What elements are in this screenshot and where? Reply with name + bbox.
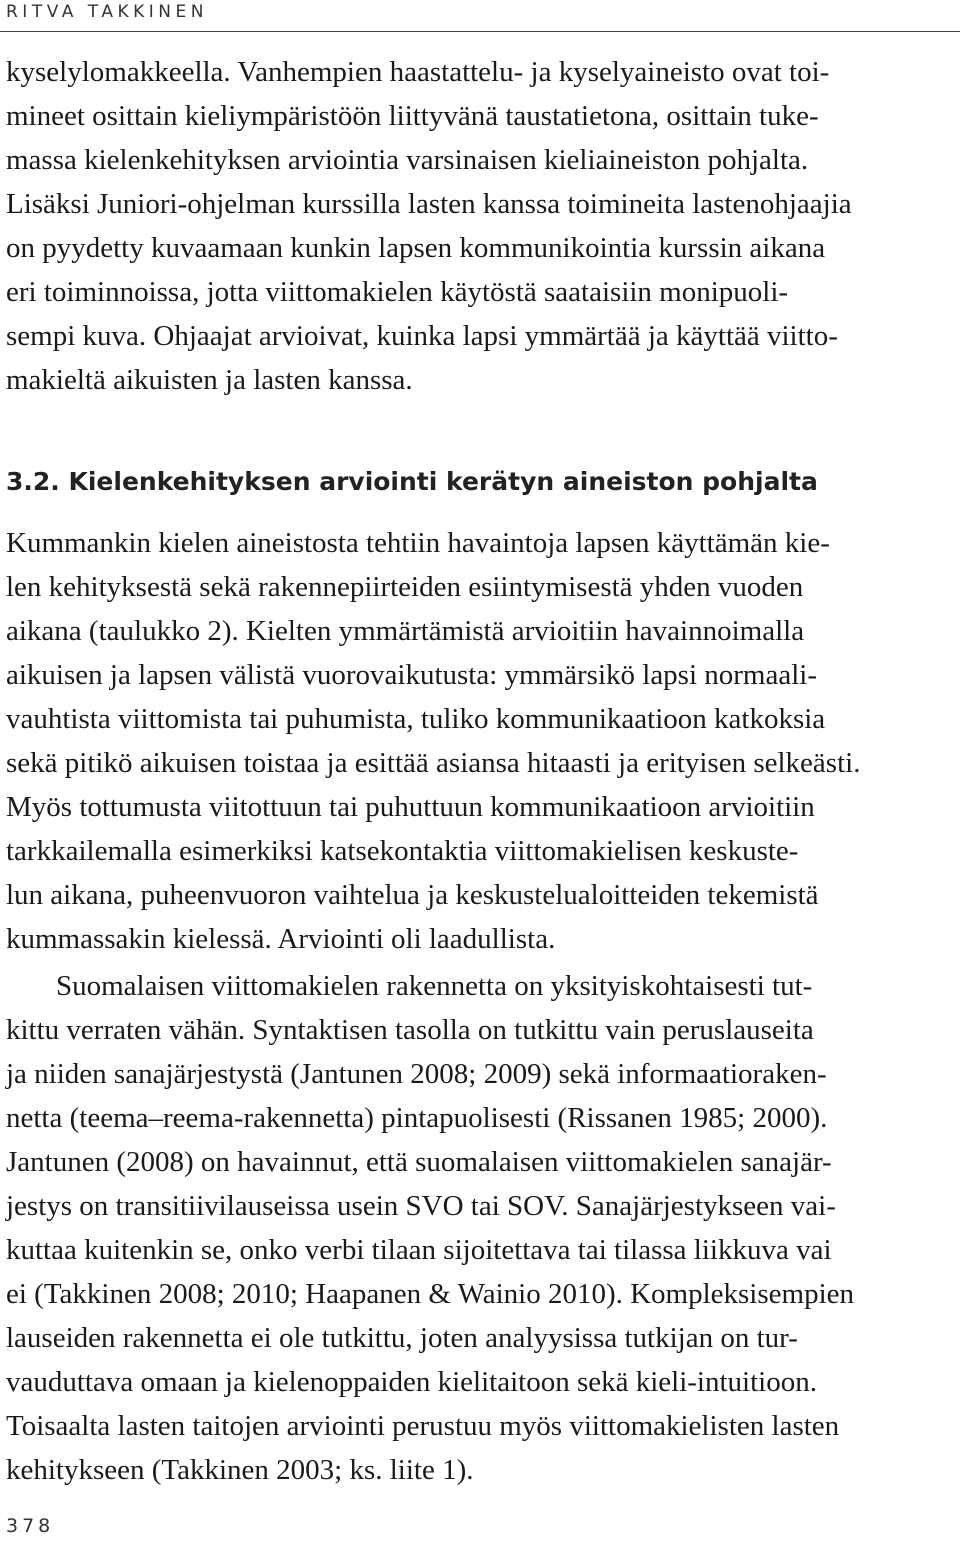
text-line: kyselylomakkeella. Vanhempien haastattelu- ja kyselyaineisto ovat toi- — [6, 56, 830, 88]
text-line: makieltä aikuisten ja lasten kanssa. — [6, 364, 413, 396]
text-line: massa kielenkehityksen arviointia varsinaisen kieliaineiston pohjalta. — [6, 144, 809, 176]
text-line: len kehityksestä sekä rakennepiirteiden esiintymisestä yhden vuoden — [6, 571, 804, 603]
text-line: eri toiminnoissa, jotta viittomakielen käytöstä saataisiin monipuoli- — [6, 276, 789, 308]
text-line: ei (Takkinen 2008; 2010; Haapanen & Wainio 2010). Kompleksisempien — [6, 1278, 855, 1310]
text-line: Myös tottumusta viitottuun tai puhuttuun kommunikaatioon arvioitiin — [6, 791, 815, 823]
text-line: kehitykseen (Takkinen 2003; ks. liite 1). — [6, 1454, 474, 1486]
text-line: Toisaalta lasten taitojen arviointi perustuu myös viittomakielisten lasten — [6, 1410, 840, 1442]
text-line: lun aikana, puheenvuoron vaihtelua ja keskustelualoitteiden tekemistä — [6, 879, 819, 911]
section-heading: 3.2. Kielenkehityksen arviointi kerätyn aineiston pohjalta — [6, 467, 818, 496]
text-line: aikana (taulukko 2). Kielten ymmärtämistä arvioitiin havainnoimalla — [6, 615, 805, 647]
text-line: kummassakin kielessä. Arviointi oli laadullista. — [6, 923, 556, 955]
text-line: lauseiden rakennetta ei ole tutkittu, joten analyysissa tutkijan on tur- — [6, 1322, 798, 1354]
paragraph-3 — [6, 964, 956, 1492]
text-line: Lisäksi Juniori-ohjelman kurssilla lasten kanssa toimineita lastenohjaajia — [6, 188, 852, 220]
text-line: vauduttava omaan ja kielenoppaiden kielitaitoon sekä kieli-intuitioon. — [6, 1366, 817, 1398]
text-line: mineet osittain kieliympäristöön liittyvänä taustatietona, osittain tuke- — [6, 100, 819, 132]
paragraph-1 — [6, 50, 956, 402]
text-line: on pyydetty kuvaamaan kunkin lapsen kommunikointia kurssin aikana — [6, 232, 826, 264]
paragraph-2 — [6, 521, 956, 961]
text-line: Jantunen (2008) on havainnut, että suomalaisen viittomakielen sanajär- — [6, 1146, 832, 1178]
text-line: aikuisen ja lapsen välistä vuorovaikutusta: ymmärsikö lapsi normaali- — [6, 659, 818, 691]
running-head: RITVA TAKKINEN — [6, 2, 208, 22]
text-line: sempi kuva. Ohjaajat arvioivat, kuinka lapsi ymmärtää ja käyttää viitto- — [6, 320, 838, 352]
text-line: Suomalaisen viittomakielen rakennetta on yksityiskohtaisesti tut- — [56, 970, 813, 1002]
text-line: jestys on transitiivilauseissa usein SVO tai SOV. Sanajärjestykseen vai- — [6, 1190, 836, 1222]
text-line: ja niiden sanajärjestystä (Jantunen 2008; 2009) sekä informaatioraken- — [6, 1058, 827, 1090]
page-number: 378 — [6, 1515, 55, 1537]
text-line: tarkkailemalla esimerkiksi katsekontaktia viittomakielisen keskuste- — [6, 835, 799, 867]
text-line: kittu verraten vähän. Syntaktisen tasolla on tutkittu vain peruslauseita — [6, 1014, 814, 1046]
text-line: Kummankin kielen aineistosta tehtiin havaintoja lapsen käyttämän kie- — [6, 527, 830, 559]
text-line: netta (teema–reema-rakennetta) pintapuolisesti (Rissanen 1985; 2000). — [6, 1102, 828, 1134]
text-line: kuttaa kuitenkin se, onko verbi tilaan sijoitettava tai tilassa liikkuva vai — [6, 1234, 832, 1266]
text-line: sekä pitikö aikuisen toistaa ja esittää asiansa hitaasti ja erityisen selkeästi. — [6, 747, 861, 779]
header-rule — [0, 31, 960, 32]
text-line: vauhtista viittomista tai puhumista, tuliko kommunikaatioon katkoksia — [6, 703, 826, 735]
